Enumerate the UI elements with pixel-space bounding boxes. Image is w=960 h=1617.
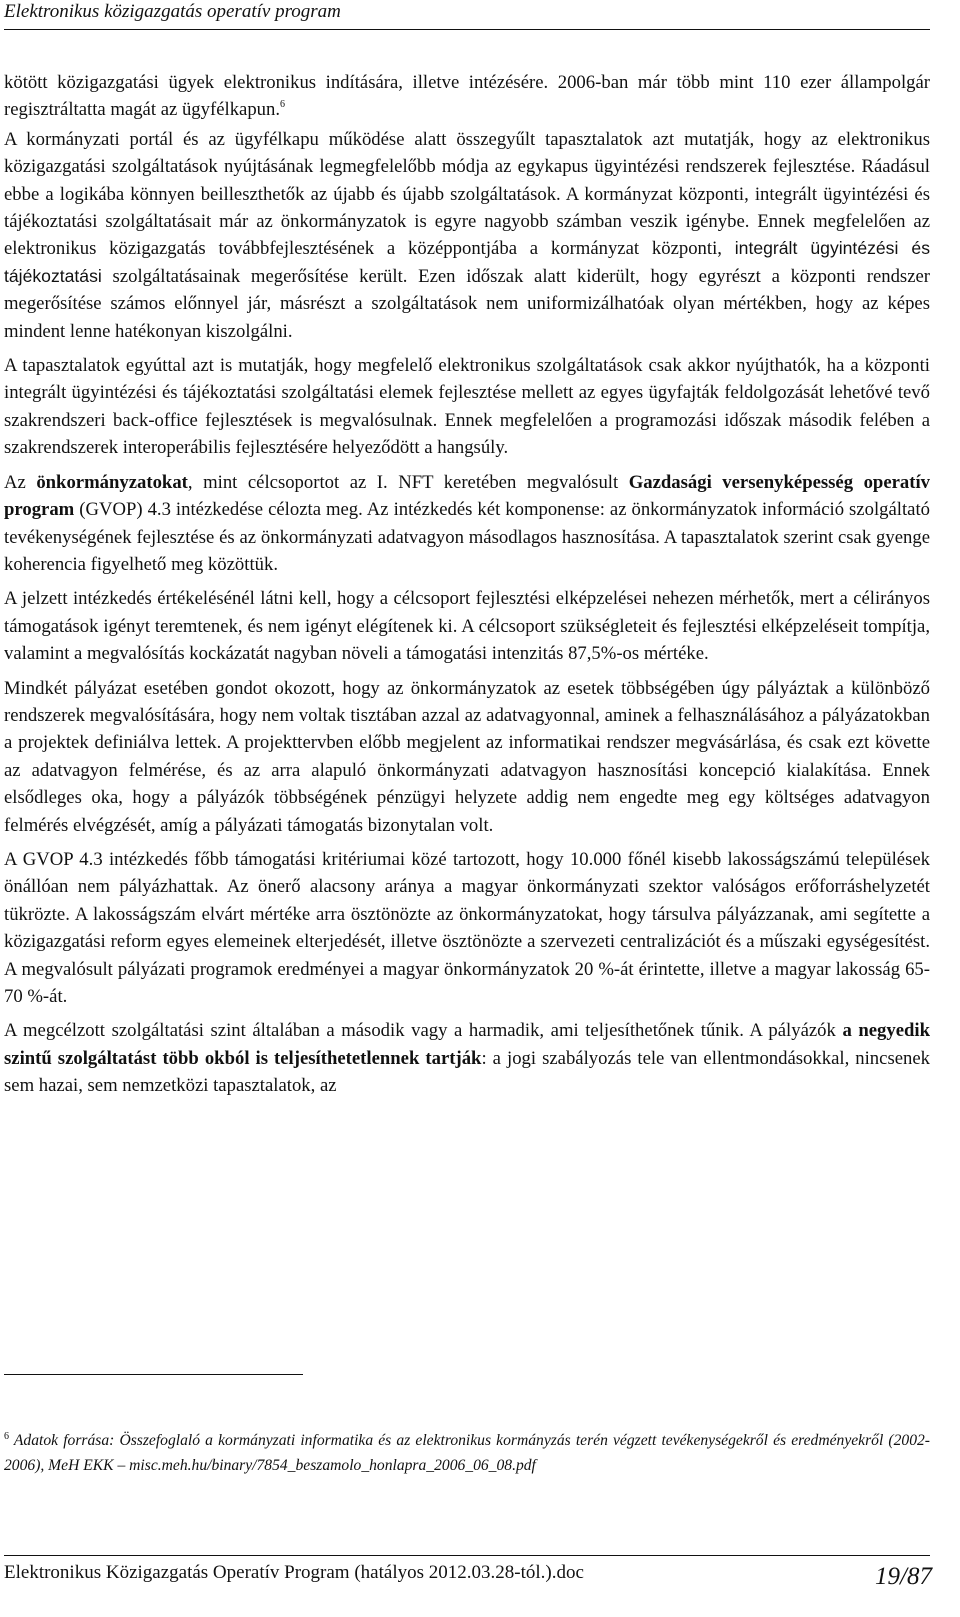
paragraph-5: A jelzett intézkedés értékelésénél látni kell, hogy a célcsoport fejlesztési elképzelései nehezen mérhetők, mert a célirányos támogatások igényt teremtenek, és nem igényt elégítenek ki. A célcsoport szükségleteit és fejlesztési elképzeléseit tompítja, valamint a megvalósítás kockázatát nagyban növeli a támogatási intenzitás 87,5%-os mértéke. [4,588,930,665]
paragraph-8-text-a: A megcélzott szolgáltatási szint általában a második vagy a harmadik, ami teljesíthetőnek tűnik. A pályázók [4,1020,836,1042]
paragraph-4-bold-b: Gazdasági versenyképesség operatív program [4,471,931,521]
paragraph-4-bold-a: önkormányzatokat [36,471,188,493]
paragraph-6: Mindkét pályázat esetében gondot okozott, hogy az önkormányzatok az esetek többségében úgy pályáztak a különböző rendszerek megvalósítására, hogy nem voltak tisztában azzal az adatvagyonnal, aminek a felhasználásához a pályázatokban a projektek definiálva lettek. A projekttervben előbb megjelent az informatikai rendszer megvásárlása, és csak ezt követte az adatvagyon felmérése, és az arra alapuló önkormányzati adatvagyon hasznosítási koncepció kialakítása. Ennek elsődleges oka, hogy a pályázók többségének pénzügyi helyzete addig nem engedte meg egy költséges adatvagyon felmérés elvégzését, amíg a pályázati támogatás bizonytalan volt. [4,677,930,836]
paragraph-8-bold: a negyedik szintű szolgáltatást több okból is teljesíthetetlennek tartják [4,1020,930,1069]
paragraph-4 [4,469,930,579]
paragraph-1 [4,69,930,124]
footer-document-name: Elektronikus Közigazgatás Operatív Program (hatályos 2012.03.28-tól.).doc [4,1562,584,1583]
footer-rule [4,1555,930,1556]
paragraph-3: A tapasztalatok egyúttal azt is mutatják, hogy megfelelő elektronikus szolgáltatások csak akkor nyújthatók, ha a központi integrált ügyintézési és tájékoztatási szolgáltatási elemek fejlesztése mellett az egyes ügyfajták feldolgozását lehetővé tevő szakrendszeri back-office fejlesztések is megvalósulnak. Ennek megfelelően a programozási időszak második felében a szakrendszerek interoperábilis fejlesztésére helyeződött a hangsúly. [4,355,930,459]
paragraph-4-text-a: Az [4,471,26,493]
paragraph-2-text-a: A kormányzati portál és az ügyfélkapu működése alatt összegyűlt tapasztalatok azt mutatják, hogy az elektronikus közigazgatási szolgáltatások nyújtásának legmegfelelőbb módja az egykapus ügyintézési rendszerek fejlesztése. Ráadásul ebbe a logikába könnyen beilleszthetők az újabb és újabb szolgáltatások. A kormányzat központi, integrált ügyintézési és tájékoztatási szolgáltatásait már az önkormányzatok is egyre nagyobb számban veszik igénybe. Ennek megfelelően az elektronikus közigazgatás továbbfejlesztésének a középpontjába a kormányzat központi, [4,128,930,260]
paragraph-2-highlight: integrált ügyintézési és tájékoztatási [4,238,930,286]
paragraph-2 [4,126,930,345]
paragraph-7: A GVOP 4.3 intézkedés főbb támogatási kritériumai közé tartozott, hogy 10.000 főnél kisebb lakosságszámú települések önállóan nem pályázhattak. Az önerő alacsony aránya a magyar önkormányzati szektor valóságos erőforráshelyzetét tükrözte. A lakosságszám elvárt mértéke arra ösztönözte az önkormányzatokat, hogy társulva pályázzanak, ami segítette a közigazgatási reform egyes elemeinek elterjedését, illetve ösztönözte a szervezeti centralizációt és a műszaki egységesítést. A megvalósult pályázati programok eredményei a magyar önkormányzatok 20 %-át érintette, illetve a magyar lakosság 65-70 %-át. [4,848,930,1007]
paragraph-4-text-c: (GVOP) 4.3 intézkedése célozta meg. Az intézkedés két komponense: az önkormányzatok információ szolgáltató tevékenységének fejlesztése és az önkormányzati adatvagyon másodlagos hasznosítása. A tapasztalatok szerint csak gyenge koherencia figyelhető meg közöttük. [4,499,930,575]
paragraph-4-text-b: , mint célcsoportot az I. NFT keretében megvalósult [187,471,619,493]
paragraph-8-text-b: : a jogi szabályozás tele van ellentmondásokkal, nincsenek sem hazai, sem nemzetközi tapasztalatok, az [4,1047,930,1097]
paragraph-2-text-b: szolgáltatásainak megerősítése került. Ezen időszak alatt kiderült, hogy egyrészt a központi rendszer megerősítése számos előnnyel jár, másrészt a szolgáltatások nem uniformizálhatóak olyan mértékben, hogy az képes mindent lenne hatékonyan kiszolgálni. [4,265,931,342]
footnote-text: Adatok forrása: Összefoglaló a kormányzati informatika és az elektronikus kormányzás terén végzett tevékenységekről és eredményekről (2002-2006), MeH EKK – misc.meh.hu/binary/7854_beszamolo_honlapra_2006_06_08.pdf [4,1432,930,1474]
footnote-number: 6 [4,1431,9,1442]
footnote-reference[interactable]: 6 [280,99,286,111]
page-number: 19/87 [875,1563,932,1590]
footnote [4,1428,930,1478]
paragraph-1-text: kötött közigazgatási ügyek elektronikus indítására, illetve intézésére. 2006-ban már több mint 110 ezer állampolgár regisztráltatta magát az ügyfélkapun. [4,72,930,121]
footnote-separator [4,1374,303,1375]
body-text [4,69,930,1107]
header-rule [4,29,930,30]
running-header: Elektronikus közigazgatás operatív program [4,1,341,22]
paragraph-8 [4,1017,930,1099]
